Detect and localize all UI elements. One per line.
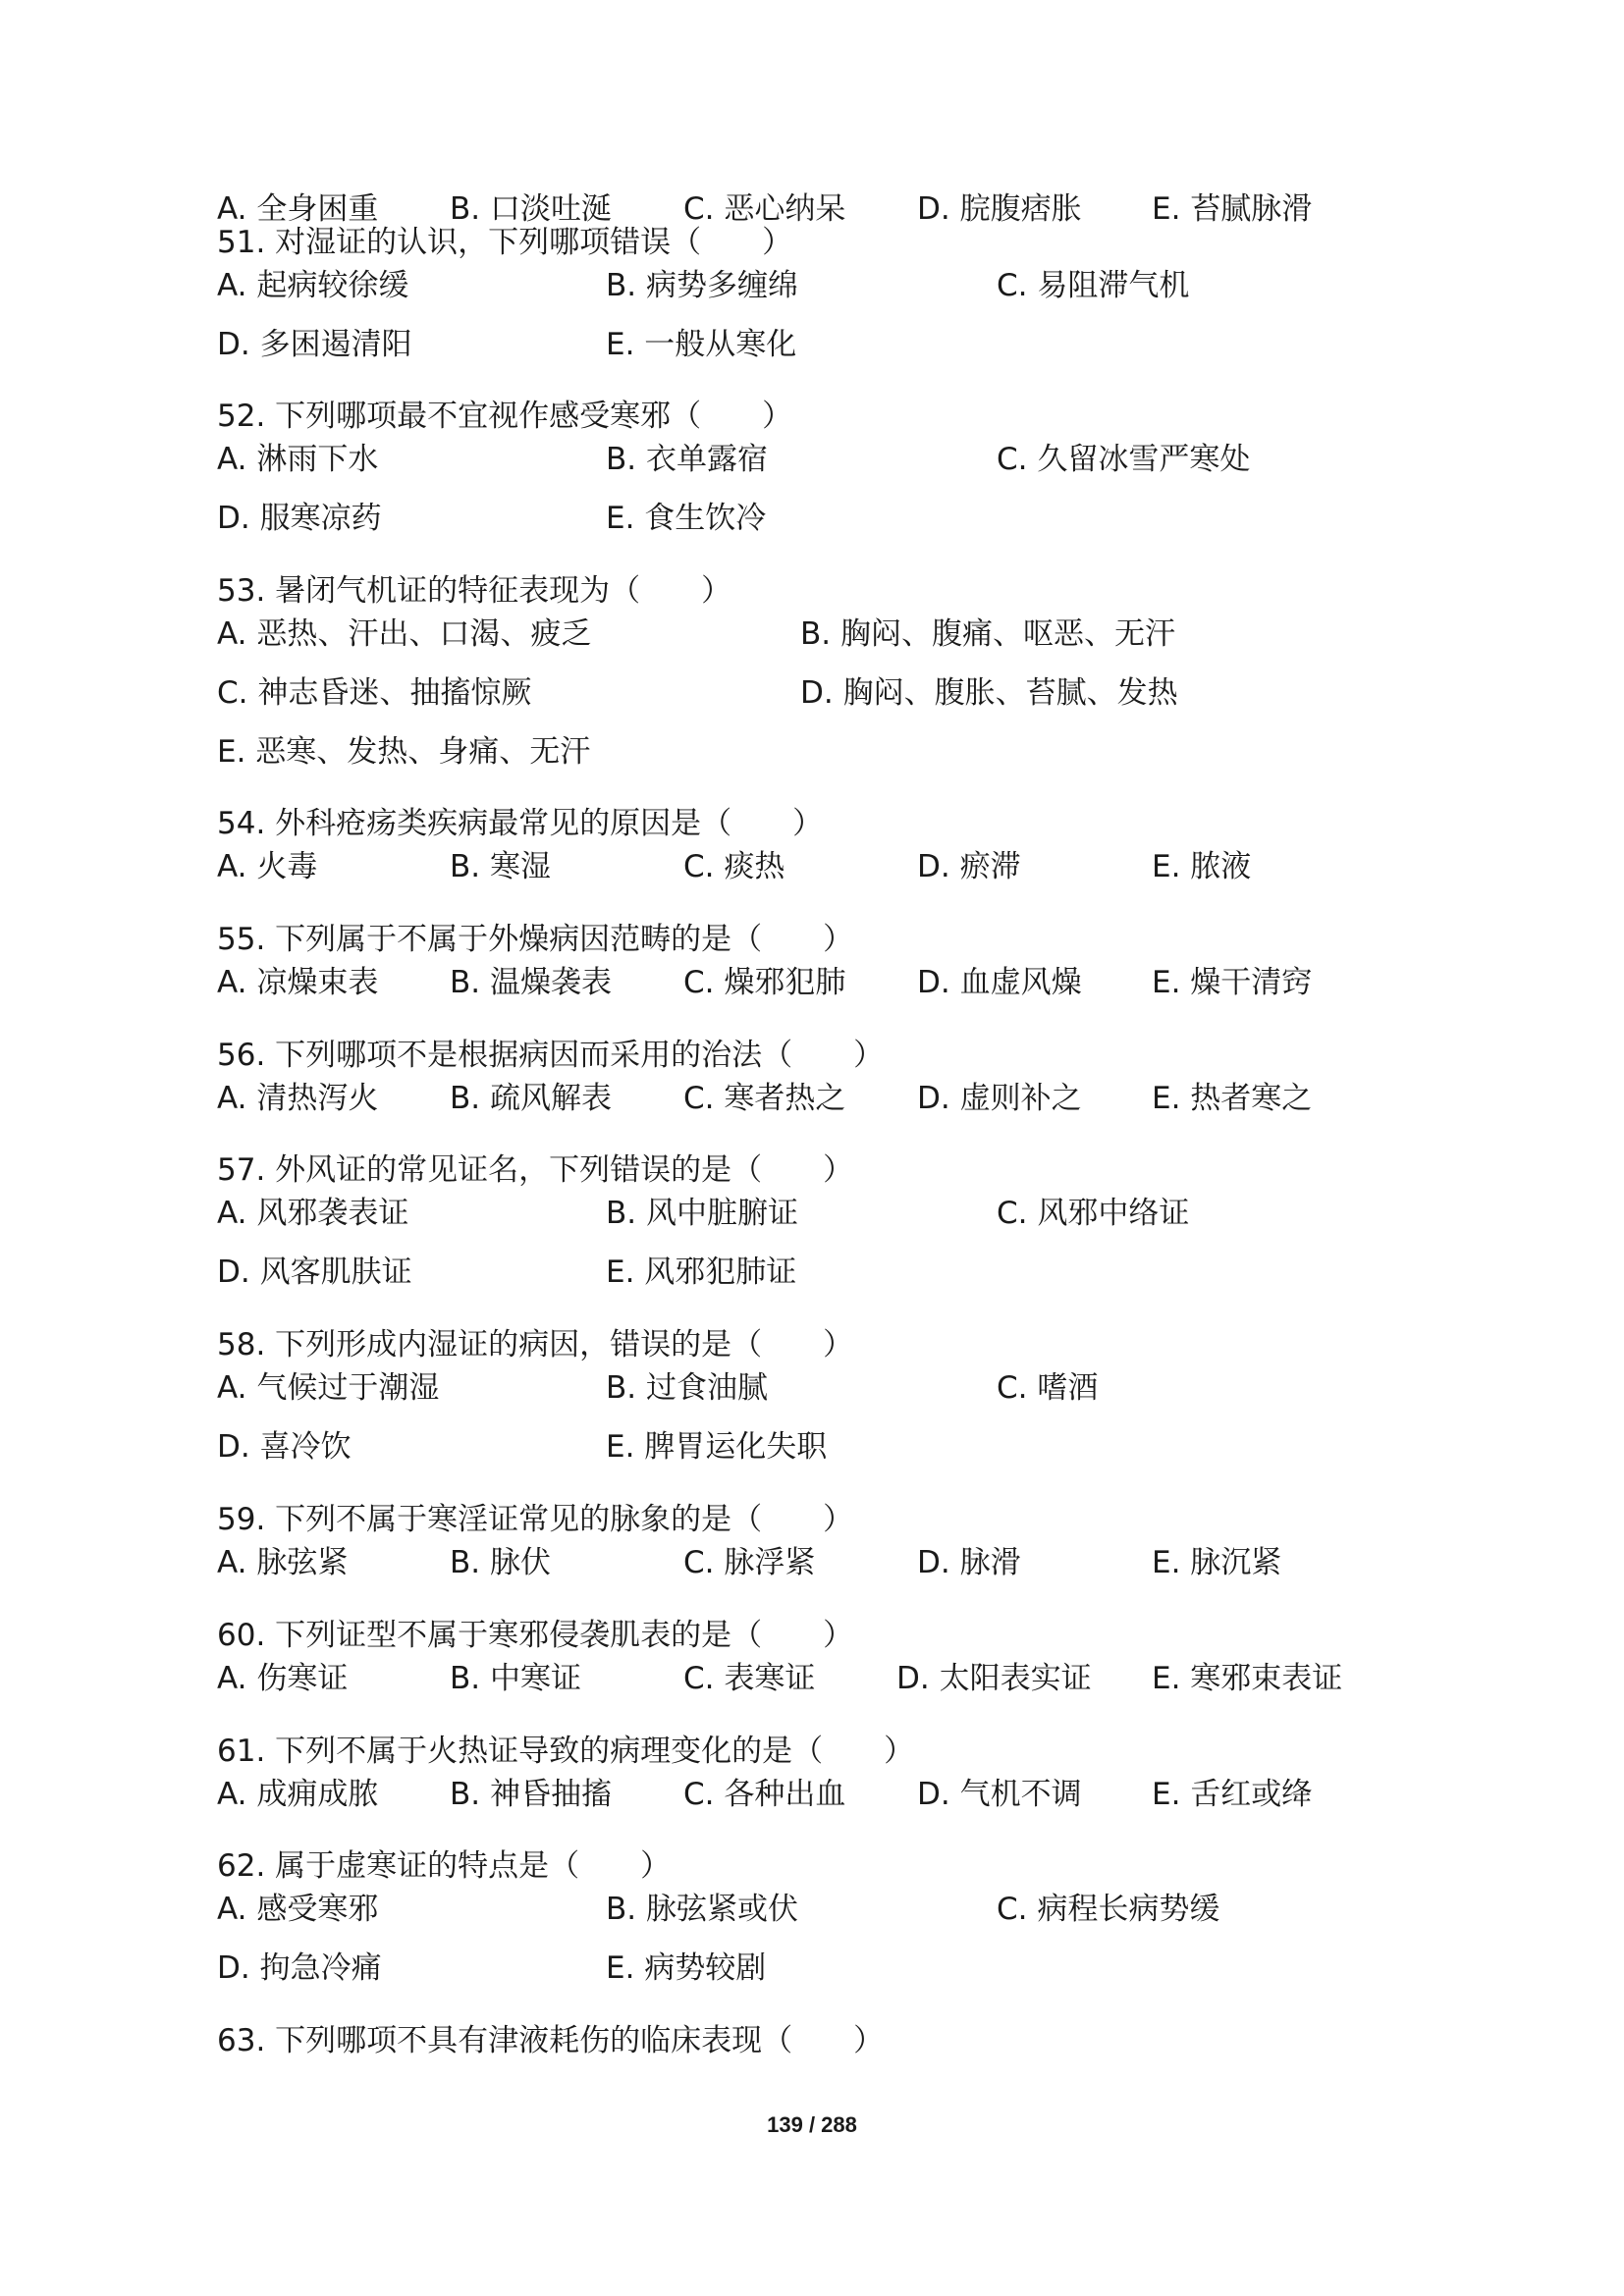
option-row	[217, 1076, 1444, 1121]
option-b: B. 过食油腻	[606, 1370, 768, 1406]
option-a: A. 凉燥束表	[217, 965, 379, 1000]
option-row	[217, 1191, 1444, 1236]
option-c: C. 寒者热之	[683, 1081, 846, 1116]
option-c: C. 恶心纳呆	[683, 191, 846, 227]
option-a: A. 风邪袭表证	[217, 1196, 409, 1231]
option-row	[217, 960, 1444, 1005]
option-d: D. 气机不调	[917, 1777, 1082, 1812]
option-a: D. 喜冷饮	[217, 1429, 352, 1465]
option-b: E. 风邪犯肺证	[606, 1255, 797, 1290]
option-row	[217, 263, 1444, 308]
option-c: C. 燥邪犯肺	[683, 965, 846, 1000]
option-row	[217, 1946, 1444, 1991]
option-b: B. 疏风解表	[450, 1081, 612, 1116]
question-text: 51. 对湿证的认识，下列哪项错误（ ）	[217, 225, 793, 260]
option-e: E. 脉沉紧	[1152, 1545, 1282, 1580]
option-b: B. 寒湿	[450, 849, 551, 884]
option-row	[217, 612, 1444, 657]
option-a: D. 服寒凉药	[217, 501, 382, 536]
option-a: A. 伤寒证	[217, 1661, 349, 1696]
option-c: C. 各种出血	[683, 1777, 846, 1812]
option-d: D. 脘腹痞胀	[917, 191, 1082, 227]
option-a: D. 风客肌肤证	[217, 1255, 412, 1290]
question-text: 53. 暑闭气机证的特征表现为（ ）	[217, 573, 732, 609]
option-row	[217, 322, 1444, 367]
option-e: E. 寒邪束表证	[1152, 1661, 1343, 1696]
option-row	[217, 844, 1444, 889]
option-e: E. 苔腻脉滑	[1152, 191, 1313, 227]
option-row	[217, 1424, 1444, 1469]
option-d: D. 瘀滞	[917, 849, 1021, 884]
option-e: E. 脓液	[1152, 849, 1252, 884]
question-text: 52. 下列哪项最不宜视作感受寒邪（ ）	[217, 399, 793, 434]
page-number: 139 / 288	[767, 2112, 857, 2137]
option-e: E. 热者寒之	[1152, 1081, 1313, 1116]
option-c: C. 病程长病势缓	[997, 1892, 1220, 1927]
option-row	[217, 1365, 1444, 1411]
option-a: D. 拘急冷痛	[217, 1950, 382, 1986]
option-c: C. 嗜酒	[997, 1370, 1099, 1406]
option-d: D. 血虚风燥	[917, 965, 1082, 1000]
option-b: B. 病势多缠绵	[606, 268, 798, 303]
option-a: A. 全身困重	[217, 191, 379, 227]
option-a: A. 脉弦紧	[217, 1545, 349, 1580]
option-b: B. 脉弦紧或伏	[606, 1892, 798, 1927]
option-b: B. 神昏抽搐	[450, 1777, 612, 1812]
question-text: 61. 下列不属于火热证导致的病理变化的是（ ）	[217, 1734, 915, 1769]
question-text: 54. 外科疮疡类疾病最常见的原因是（ ）	[217, 806, 824, 841]
option-d: D. 脉滑	[917, 1545, 1021, 1580]
option-d: D. 虚则补之	[917, 1081, 1082, 1116]
option-a: A. 成痈成脓	[217, 1777, 379, 1812]
option-b: B. 中寒证	[450, 1661, 581, 1696]
option-row	[217, 670, 1444, 716]
question-text: 56. 下列哪项不是根据病因而采用的治法（ ）	[217, 1038, 885, 1073]
option-e: E. 舌红或绛	[1152, 1777, 1313, 1812]
option-b: B. 温燥袭表	[450, 965, 612, 1000]
option-b: E. 一般从寒化	[606, 327, 797, 362]
option-c: C. 脉浮紧	[683, 1545, 816, 1580]
option-a: A. 火毒	[217, 849, 318, 884]
option-b: B. 脉伏	[450, 1545, 551, 1580]
option-row	[217, 729, 1444, 774]
option-row	[217, 1887, 1444, 1932]
option-d: D. 太阳表实证	[896, 1661, 1092, 1696]
question-text: 63. 下列哪项不具有津液耗伤的临床表现（ ）	[217, 2023, 885, 2058]
option-a: E. 恶寒、发热、身痛、无汗	[217, 734, 591, 770]
option-row	[217, 1772, 1444, 1817]
option-a: A. 起病较徐缓	[217, 268, 409, 303]
option-c: C. 久留冰雪严寒处	[997, 442, 1251, 477]
option-a: A. 感受寒邪	[217, 1892, 379, 1927]
option-b: B. 衣单露宿	[606, 442, 768, 477]
option-a: A. 清热泻火	[217, 1081, 379, 1116]
option-c: C. 易阻滞气机	[997, 268, 1190, 303]
option-b: B. 胸闷、腹痛、呕恶、无汗	[800, 616, 1175, 652]
question-text: 59. 下列不属于寒淫证常见的脉象的是（ ）	[217, 1502, 854, 1537]
option-row	[217, 1656, 1444, 1701]
question-text: 57. 外风证的常见证名，下列错误的是（ ）	[217, 1152, 854, 1188]
option-e: E. 燥干清窍	[1152, 965, 1313, 1000]
option-b: E. 脾胃运化失职	[606, 1429, 828, 1465]
option-b: E. 食生饮冷	[606, 501, 767, 536]
option-row	[217, 437, 1444, 482]
option-b: E. 病势较剧	[606, 1950, 767, 1986]
option-a: C. 神志昏迷、抽搐惊厥	[217, 675, 532, 711]
option-c: C. 风邪中络证	[997, 1196, 1190, 1231]
option-b: D. 胸闷、腹胀、苔腻、发热	[800, 675, 1178, 711]
question-text: 58. 下列形成内湿证的病因，错误的是（ ）	[217, 1327, 854, 1362]
option-c: C. 痰热	[683, 849, 785, 884]
option-a: D. 多困遏清阳	[217, 327, 412, 362]
option-a: A. 淋雨下水	[217, 442, 379, 477]
question-text: 62. 属于虚寒证的特点是（ ）	[217, 1848, 672, 1884]
option-row	[217, 1250, 1444, 1295]
question-text: 55. 下列属于不属于外燥病因范畴的是（ ）	[217, 922, 854, 957]
option-a: A. 恶热、汗出、口渴、疲乏	[217, 616, 592, 652]
option-b: B. 口淡吐涎	[450, 191, 612, 227]
option-b: B. 风中脏腑证	[606, 1196, 798, 1231]
option-row	[217, 496, 1444, 541]
option-row	[217, 1540, 1444, 1585]
option-c: C. 表寒证	[683, 1661, 816, 1696]
option-a: A. 气候过于潮湿	[217, 1370, 440, 1406]
question-text: 60. 下列证型不属于寒邪侵袭肌表的是（ ）	[217, 1618, 854, 1653]
